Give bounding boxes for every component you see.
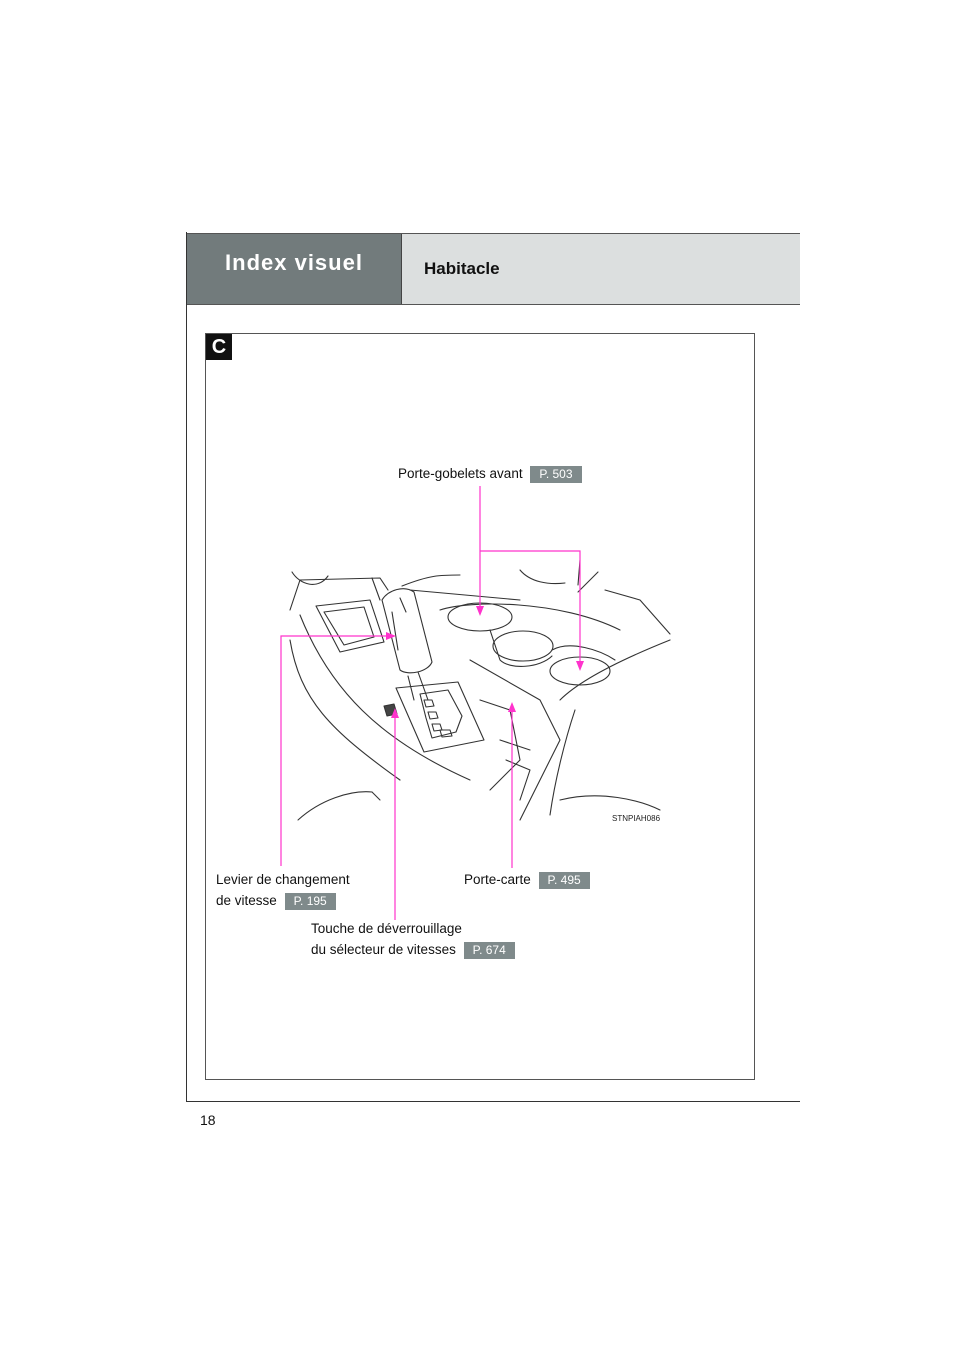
callout-shift-lever-line2: de vitesse <box>216 893 277 908</box>
callout-shift-lock <box>311 918 515 960</box>
page-number: 18 <box>200 1112 216 1128</box>
page-ref-cup-holders[interactable]: P. 503 <box>530 466 581 483</box>
figure-box <box>205 333 755 1080</box>
callout-shift-lock-line1: Touche de déverrouillage <box>311 921 462 936</box>
callout-cup-holders-label: Porte-gobelets avant <box>398 466 523 481</box>
callout-card-holder <box>464 869 590 890</box>
callout-card-holder-label: Porte-carte <box>464 872 531 887</box>
page-ref-card-holder[interactable]: P. 495 <box>539 872 590 889</box>
subsection-title: Habitacle <box>402 234 800 304</box>
section-title: Index visuel <box>187 234 402 304</box>
callout-shift-lock-line2: du sélecteur de vitesses <box>311 942 456 957</box>
page-ref-shift-lever[interactable]: P. 195 <box>285 893 336 910</box>
callout-shift-lever-line1: Levier de changement <box>216 872 350 887</box>
callout-cup-holders <box>398 463 582 484</box>
page-header <box>187 233 800 305</box>
page-ref-shift-lock[interactable]: P. 674 <box>464 942 515 959</box>
section-marker: C <box>206 334 232 360</box>
callout-shift-lever <box>216 869 350 911</box>
image-code: STNPIAH086 <box>612 814 661 823</box>
